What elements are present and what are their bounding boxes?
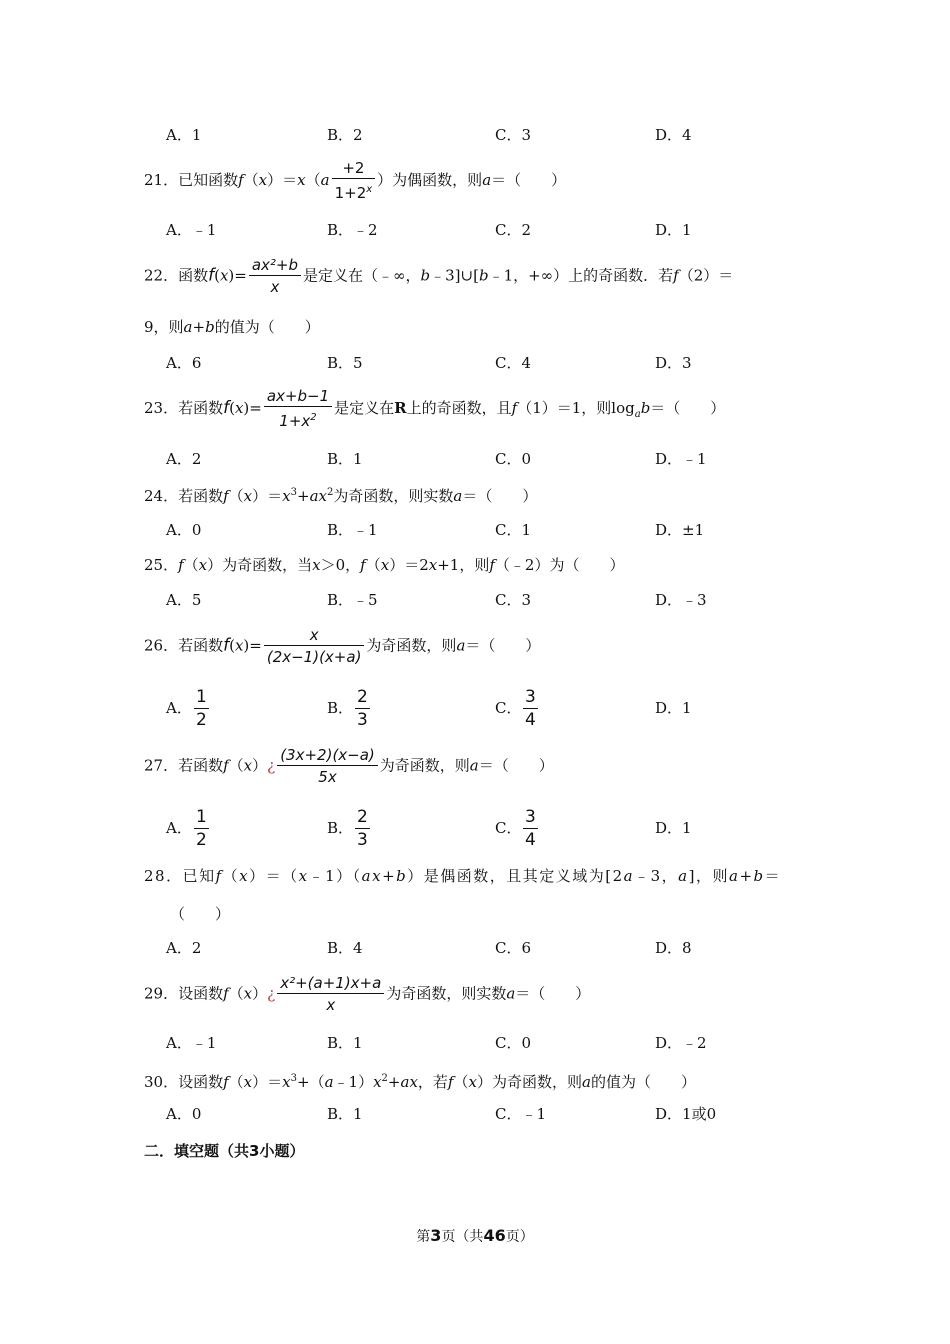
q30-options (0, 1104, 950, 1128)
q23-option-a: A．2 (166, 450, 202, 468)
q26-option-c-fraction: $\frac{3}{4}$ (525, 687, 536, 730)
q22-fraction: $\frac{\text{ax²+b}}{x}$ (249, 255, 301, 298)
q23-fraction: $\frac{ax+b-1}{1+x^2}$ (264, 386, 332, 432)
q24-stem: 24．若函数$f(x)=x^3+ax^2$为奇函数，则实数a＝（ ） (144, 487, 538, 505)
q21-option-b: B．﹣2 (327, 221, 378, 239)
q26-fraction: $\frac{x}{(2x-1)(x+a)}$ (264, 625, 365, 668)
q26-option-d: D．1 (655, 699, 692, 717)
q29-option-c: C．0 (495, 1034, 532, 1052)
q20-option-a: A．1 (166, 126, 202, 144)
q23-options (0, 449, 950, 473)
q21-option-c: C．2 (495, 221, 532, 239)
q29-stem: 29．设函数f（x）¿ $\frac{\text{x²+(a+1)x+a}}{x}$ 为奇函数，则实数a＝（ ） (144, 974, 591, 1014)
q20-option-c: C．3 (495, 126, 532, 144)
q28-option-c: C．6 (495, 939, 532, 957)
q20-option-d: D．4 (655, 126, 692, 144)
page-total: 46 (483, 1226, 506, 1245)
q27-option-b-fraction: $\frac{2}{3}$ (357, 807, 368, 850)
q20-option-b: B．2 (327, 126, 363, 144)
q29-fraction: $\frac{\text{x²+(a+1)x+a}}{x}$ (277, 973, 384, 1016)
q30-stem: 30．设函数$f(x)=x^3+(a﹣1)x^2+ax$，若f（x）为奇函数，则a的值为（ ） (144, 1073, 696, 1091)
q22-option-a: A．6 (166, 354, 202, 372)
q29-option-d: D．﹣2 (655, 1034, 707, 1052)
q27-options (0, 806, 950, 854)
q24-option-a: A．0 (166, 521, 202, 539)
page-number: 3 (430, 1226, 442, 1245)
q21-option-a: A．﹣1 (166, 221, 217, 239)
q26-option-a: A． (166, 699, 192, 717)
q21-options (0, 220, 950, 244)
q27-option-c-fraction: $\frac{3}{4}$ (525, 807, 536, 850)
q22-stem-line2: 9，则a+b的值为（ ） (144, 318, 320, 336)
q24-option-d: D．±1 (655, 521, 705, 539)
q22-options (0, 353, 950, 377)
q21-fraction: $\frac{+2}{1+2^x}$ (332, 158, 376, 204)
q22-option-d: D．3 (655, 354, 692, 372)
q25-option-c: C．3 (495, 591, 532, 609)
q23-option-d: D．﹣1 (655, 450, 707, 468)
q27-option-b: B． (327, 819, 354, 837)
q29-option-a: A．﹣1 (166, 1034, 217, 1052)
q26-stem: 26．若函数f(x)= $\frac{x}{(2x-1)(x+a)}$ 为奇函数，则a＝（ ） (144, 626, 541, 666)
q29-options (0, 1033, 950, 1057)
q26-option-c: C． (495, 699, 522, 717)
q28-option-b: B．4 (327, 939, 363, 957)
q29-option-b: B．1 (327, 1034, 363, 1052)
q21-stem: 21．已知函数f（x）＝x（a $\frac{+2}{1+2^x}$ ）为偶函数，则a＝（ ） (144, 159, 567, 202)
q24-option-c: C．1 (495, 521, 532, 539)
q28-option-d: D．8 (655, 939, 692, 957)
q22-stem: 22．函数f(x)= $\frac{\text{ax²+b}}{x}$ 是定义在（﹣∞，b﹣3]∪[b﹣1，+∞）上的奇函数．若f（2）＝ (144, 256, 734, 296)
q27-fraction: $\frac{(3x+2)(x-a)}{5x}$ (277, 745, 378, 788)
q22-option-c: C．4 (495, 354, 532, 372)
q22-option-b: B．5 (327, 354, 363, 372)
section-heading: 二．填空题（共3小题） (144, 1142, 305, 1160)
q20-options (0, 125, 950, 149)
q25-options (0, 590, 950, 614)
q26-option-b: B． (327, 699, 354, 717)
q26-option-b-fraction: $\frac{2}{3}$ (357, 687, 368, 730)
q23-option-c: C．0 (495, 450, 532, 468)
q28-options (0, 938, 950, 962)
q30-option-c: C．﹣1 (495, 1105, 547, 1123)
q25-option-d: D．﹣3 (655, 591, 707, 609)
q26-option-a-fraction: $\frac{1}{2}$ (196, 687, 207, 730)
q28-stem-line2: （ ） (170, 905, 231, 923)
q23-stem: 23．若函数f(x)= $\frac{ax+b-1}{1+x^2}$ 是定义在R上的奇函数，且f（1）＝1，则$\log_ab=$（ ） (144, 387, 726, 430)
q27-option-c: C． (495, 819, 522, 837)
q25-stem: 25．f（x）为奇函数，当x＞0，f（x）＝2x+1，则f（﹣2）为（ ） (144, 556, 625, 574)
q28-option-a: A．2 (166, 939, 202, 957)
q26-options (0, 686, 950, 734)
q30-option-a: A．0 (166, 1105, 202, 1123)
q30-option-b: B．1 (327, 1105, 363, 1123)
q21-option-d: D．1 (655, 221, 692, 239)
q27-option-d: D．1 (655, 819, 692, 837)
q27-option-a: A． (166, 819, 192, 837)
q23-option-b: B．1 (327, 450, 363, 468)
page-footer: 第3页（共46页） (416, 1226, 534, 1245)
q24-options (0, 520, 950, 544)
q24-option-b: B．﹣1 (327, 521, 378, 539)
q27-stem: 27．若函数f（x）¿ $\frac{(3x+2)(x-a)}{5x}$ 为奇函数，则a＝（ ） (144, 746, 554, 786)
q28-stem: 28．已知f（x）＝（x﹣1）（ax+b）是偶函数，且其定义域为[2a﹣3，a]，则a+b＝ (144, 867, 782, 885)
q30-option-d: D．1或0 (655, 1105, 717, 1123)
q25-option-b: B．﹣5 (327, 591, 378, 609)
q25-option-a: A．5 (166, 591, 202, 609)
q27-option-a-fraction: $\frac{1}{2}$ (196, 807, 207, 850)
